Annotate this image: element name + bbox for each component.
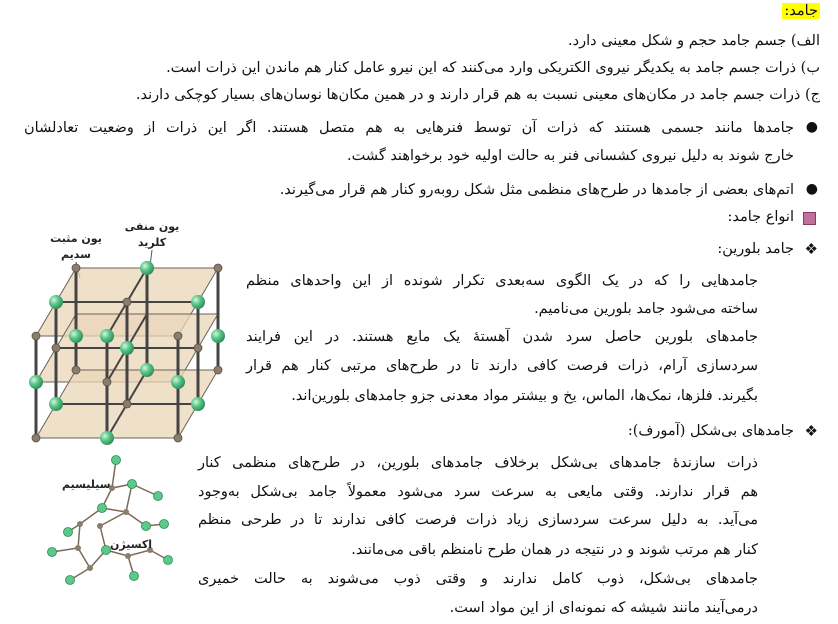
diamond-bullet-icon: ❖ [804,240,818,258]
atom-small [32,332,40,340]
atom-green [130,572,139,581]
atom-green [160,520,169,529]
atom-small [123,400,131,408]
amorph-title: جامدهای بی‌شکل (آمورف): [627,423,794,439]
crystal-p2-line3: بگیرند. فلزها، نمک‌ها، الماس، یخ و بیشتر مواد معدنی جزو جامدهای بلورین‌اند. [291,388,758,404]
bullet2-line: اتم‌های بعضی از جامدها در طرح‌های منظمی مثل شکل روبه‌رو کنار هم قرار می‌گیرند. [279,182,794,198]
atom-small [174,434,182,442]
crystal-p2-line1: جامدهای بلورین حاصل سرد شدن آهستهٔ یک مایع هستند. در این فرایند [246,329,758,345]
atom-green [100,329,114,343]
atom-small [174,332,182,340]
crystal-p1-line2: ساخته می‌شود جامد بلورین می‌نامیم. [534,301,758,317]
atom-small [125,553,131,559]
atom-green [64,528,73,537]
atom-green [211,329,225,343]
atom-small [194,344,202,352]
atom-green [66,576,75,585]
atom-green [140,363,154,377]
line-alef: الف) جسم جامد حجم و شکل معینی دارد. [568,33,820,49]
types-title: انواع جامد: [727,209,794,225]
atom-small [87,565,93,571]
atom-small [77,521,83,527]
atom-green [48,548,57,557]
atom-small [214,366,222,374]
bullet1-line2: خارج شوند به دلیل نیروی کشسانی فنر به حالت اولیه خود برخواهند گشت. [347,148,794,164]
square-bullet-icon [803,212,816,225]
atom-small [214,264,222,272]
atom-green [191,295,205,309]
atom-small [52,344,60,352]
atom-small [103,378,111,386]
amorph-line1: ذرات سازندهٔ جامدهای بی‌شکل برخلاف جامدهای بلورین، در طرح‌های منظمی کنار [198,455,758,471]
atom-small [32,434,40,442]
crystal-p2-line2: سردسازی آرام، ذرات فرصت کافی دارند تا در طرح‌های مرتبی کنار هم قرار [246,358,758,374]
line-jim: ج) ذرات جسم جامد در مکان‌های معینی نسبت به هم قرار دارند و در همین مکان‌ها نوسان‌های بسیار کوچکی دارند. [135,87,820,103]
diamond-bullet-icon: ❖ [804,422,818,440]
atom-small [123,298,131,306]
label-positive-ion-1: یون مثبت [50,232,102,245]
amorph-line3: می‌آید. به دلیل سرعت سردسازی زیاد ذرات فرصت کافی ندارند تا در طرحی منظم [198,512,758,528]
bullet-icon: ● [805,119,818,135]
atom-green [112,456,121,465]
line-be: ب) ذرات جسم جامد به یکدیگر نیروی الکتریکی وارد می‌کنند که این نیرو عامل کنار هم ماندن این ذرات است. [166,60,820,76]
crystal-lattice-figure [14,212,236,448]
label-negative-ion-1: یون منفی [124,220,180,233]
atom-green [120,341,134,355]
atom-green [49,295,63,309]
crystal-p1-line1: جامدهایی را که در یک الگوی سه‌بعدی تکرار شونده از این واحدهای منظم [246,273,758,289]
atom-small [75,545,81,551]
amorph-line5: جامدهای بی‌شکل، ذوب کامل ندارند و وقتی ذوب می‌شوند به حالت خمیری [198,571,758,587]
bullet-icon: ● [805,181,818,197]
section-heading [782,0,820,22]
amorph-line2: هم قرار ندارند. وقتی مایعی به سرعت سرد می‌شود معمولاً جامد بی‌شکل به‌وجود [198,484,758,500]
atom-green [164,556,173,565]
heading-highlight: جامد: [784,3,818,19]
atom-green [98,504,107,513]
atom-small [72,366,80,374]
atom-small [97,523,103,529]
crystal-title: جامد بلورین: [717,241,794,257]
silicon-atoms [75,485,153,571]
label-oxygen: اکسیژن [110,538,153,551]
atom-green [171,375,185,389]
label-silicon: سیلیسیم [62,478,111,491]
atom-green [69,329,83,343]
atom-green [29,375,43,389]
atom-small [72,264,80,272]
atom-green [142,522,151,531]
atom-green [128,480,137,489]
label-positive-ion-2: سدیم [61,248,91,261]
amorph-line6: درمی‌آیند مانند شیشه که نمونه‌ای از این مواد است. [449,600,758,616]
atom-green [191,397,205,411]
label-negative-ion-2: کلرید [137,236,167,249]
atom-small [123,509,129,515]
atom-green [49,397,63,411]
amorph-line4: کنار هم مرتب شوند و در نتیجه در همان طرح نامنظم باقی می‌مانند. [351,542,758,558]
atom-green [100,431,114,445]
amorphous-network-figure [40,452,180,588]
atom-green [140,261,154,275]
atom-green [154,492,163,501]
bullet1-line1: جامدها مانند جسمی هستند که ذرات آن توسط فنرهایی به هم متصل هستند. اگر این ذرات از وضعیت تعادلشان [24,120,794,136]
